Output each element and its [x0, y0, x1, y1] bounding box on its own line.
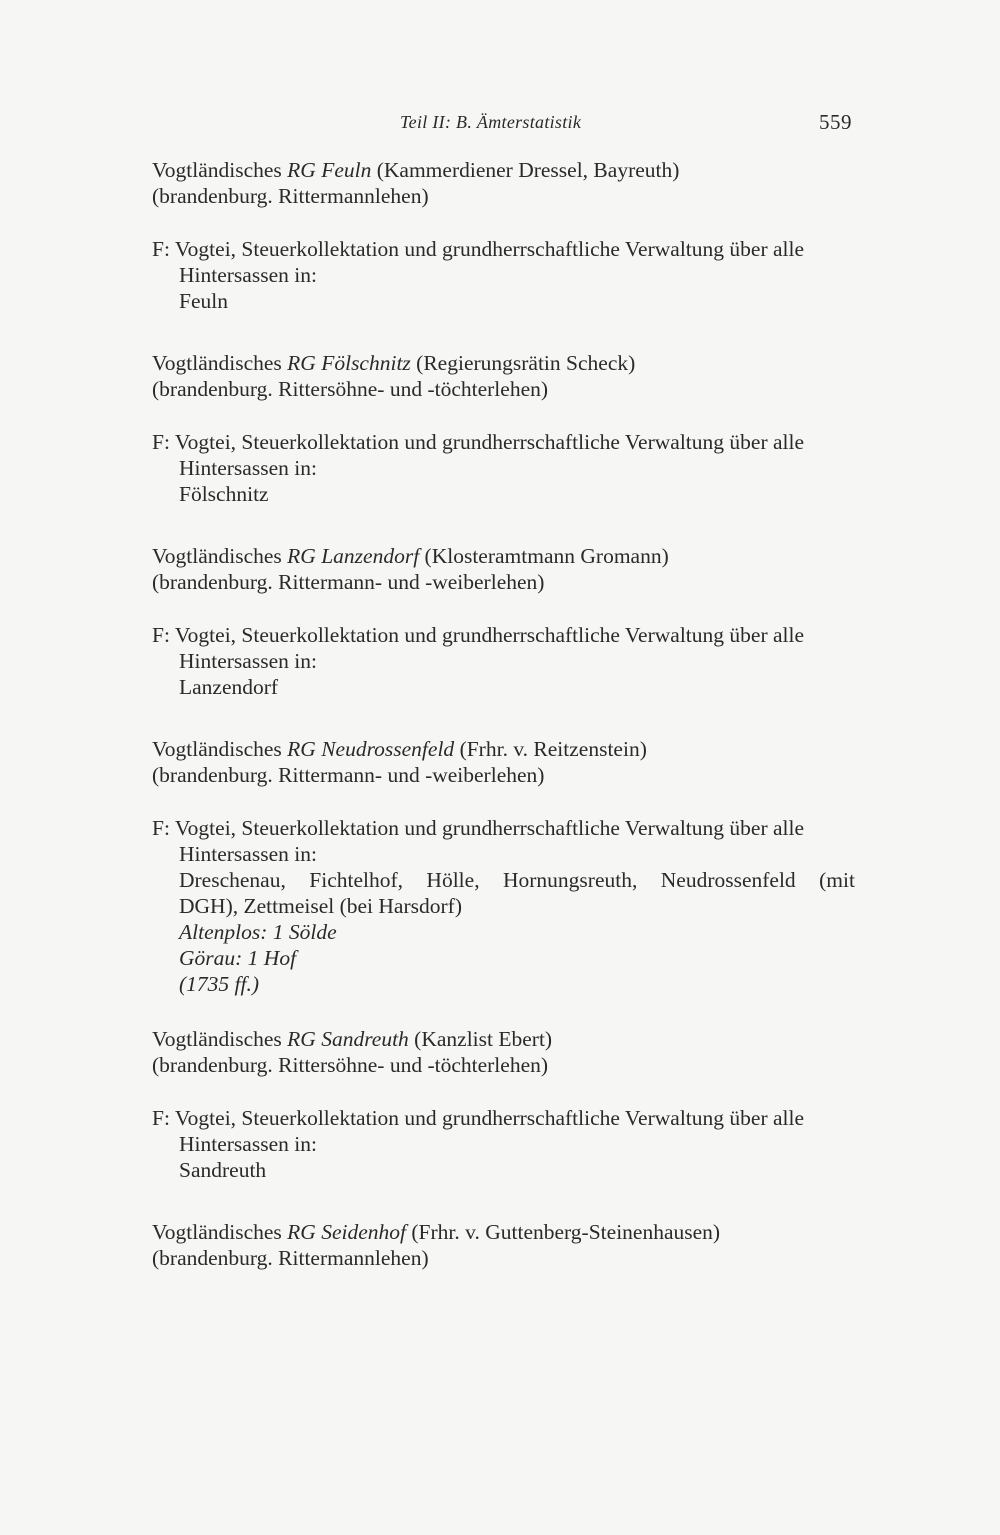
holder: (Klosteramtmann Gromann) [424, 544, 669, 568]
entry-heading: Vogtländisches RG Sandreuth (Kanzlist Ebert) [152, 1027, 553, 1051]
jurisdiction-line-2: Hintersassen in: [179, 1132, 317, 1156]
place: Hornungsreuth, [502, 868, 638, 892]
jurisdiction-line-2: Hintersassen in: [179, 456, 317, 480]
jurisdiction-block [152, 1105, 862, 1183]
running-title: Teil II: B. Ämterstatistik [400, 112, 582, 132]
estate-name: RG Neudrossenfeld [287, 737, 455, 761]
jurisdiction-block [152, 815, 862, 997]
estate-name: RG Lanzendorf [287, 544, 420, 568]
entry-feuln [152, 157, 862, 314]
jurisdiction-line: F: Vogtei, Steuerkollektation und grundherrschaftliche Verwaltung über alle [152, 623, 805, 647]
place: Neudrossenfeld [660, 868, 796, 892]
jurisdiction-block [152, 622, 862, 700]
fief-type: (brandenburg. Rittersöhne- und -töchterlehen) [152, 1053, 549, 1077]
places: Fölschnitz [179, 482, 269, 506]
jurisdiction-line: F: Vogtei, Steuerkollektation und grundherrschaftliche Verwaltung über alle [152, 237, 805, 261]
fief-type: (brandenburg. Rittersöhne- und -töchterlehen) [152, 377, 549, 401]
jurisdiction-line-2: Hintersassen in: [179, 263, 317, 287]
jurisdiction-block [152, 236, 862, 314]
places: Feuln [179, 289, 228, 313]
entry-seidenhof [152, 1219, 862, 1271]
jurisdiction-line-2: Hintersassen in: [179, 649, 317, 673]
fief-type: (brandenburg. Rittermannlehen) [152, 184, 429, 208]
extra-date: (1735 ff.) [179, 972, 260, 996]
entry-heading: Vogtländisches RG Feuln (Kammerdiener Dressel, Bayreuth) [152, 158, 680, 182]
places-line-2: DGH), Zettmeisel (bei Harsdorf) [179, 894, 462, 918]
holder: (Kammerdiener Dressel, Bayreuth) [376, 158, 680, 182]
entry-heading: Vogtländisches RG Neudrossenfeld (Frhr. v. Reitzenstein) [152, 737, 647, 761]
place: (mit [819, 868, 855, 892]
jurisdiction-line-2: Hintersassen in: [179, 842, 317, 866]
extra-holding: Altenplos: 1 Sölde [179, 920, 337, 944]
jurisdiction-line: F: Vogtei, Steuerkollektation und grundherrschaftliche Verwaltung über alle [152, 816, 805, 840]
estate-name: RG Sandreuth [287, 1027, 409, 1051]
holder: (Frhr. v. Guttenberg-Steinenhausen) [411, 1220, 721, 1244]
entry-lanzendorf [152, 543, 862, 700]
places-line [152, 867, 855, 893]
entry-neudrossenfeld [152, 736, 862, 997]
place: Dreschenau, [179, 868, 286, 892]
estate-name: RG Fölschnitz [287, 351, 411, 375]
extra-holding: Görau: 1 Hof [179, 946, 297, 970]
entry-foelschnitz [152, 350, 862, 507]
entry-heading: Vogtländisches RG Fölschnitz (Regierungsrätin Scheck) [152, 351, 636, 375]
entry-sandreuth [152, 1026, 862, 1183]
estate-name: RG Seidenhof [287, 1220, 406, 1244]
page-number: 559 [819, 110, 852, 134]
fief-type: (brandenburg. Rittermann- und -weiberlehen) [152, 763, 545, 787]
holder: (Kanzlist Ebert) [414, 1027, 553, 1051]
holder: (Frhr. v. Reitzenstein) [459, 737, 647, 761]
places: Lanzendorf [179, 675, 279, 699]
fief-type: (brandenburg. Rittermann- und -weiberlehen) [152, 570, 545, 594]
places: Sandreuth [179, 1158, 267, 1182]
place: Fichtelhof, [309, 868, 404, 892]
estate-name: RG Feuln [287, 158, 372, 182]
jurisdiction-line: F: Vogtei, Steuerkollektation und grundherrschaftliche Verwaltung über alle [152, 430, 805, 454]
jurisdiction-line: F: Vogtei, Steuerkollektation und grundherrschaftliche Verwaltung über alle [152, 1106, 805, 1130]
jurisdiction-block [152, 429, 862, 507]
place: Hölle, [426, 868, 480, 892]
entry-heading: Vogtländisches RG Lanzendorf (Klosteramtmann Gromann) [152, 544, 669, 568]
entry-heading: Vogtländisches RG Seidenhof (Frhr. v. Guttenberg-Steinenhausen) [152, 1220, 721, 1244]
holder: (Regierungsrätin Scheck) [416, 351, 636, 375]
fief-type: (brandenburg. Rittermannlehen) [152, 1246, 429, 1270]
